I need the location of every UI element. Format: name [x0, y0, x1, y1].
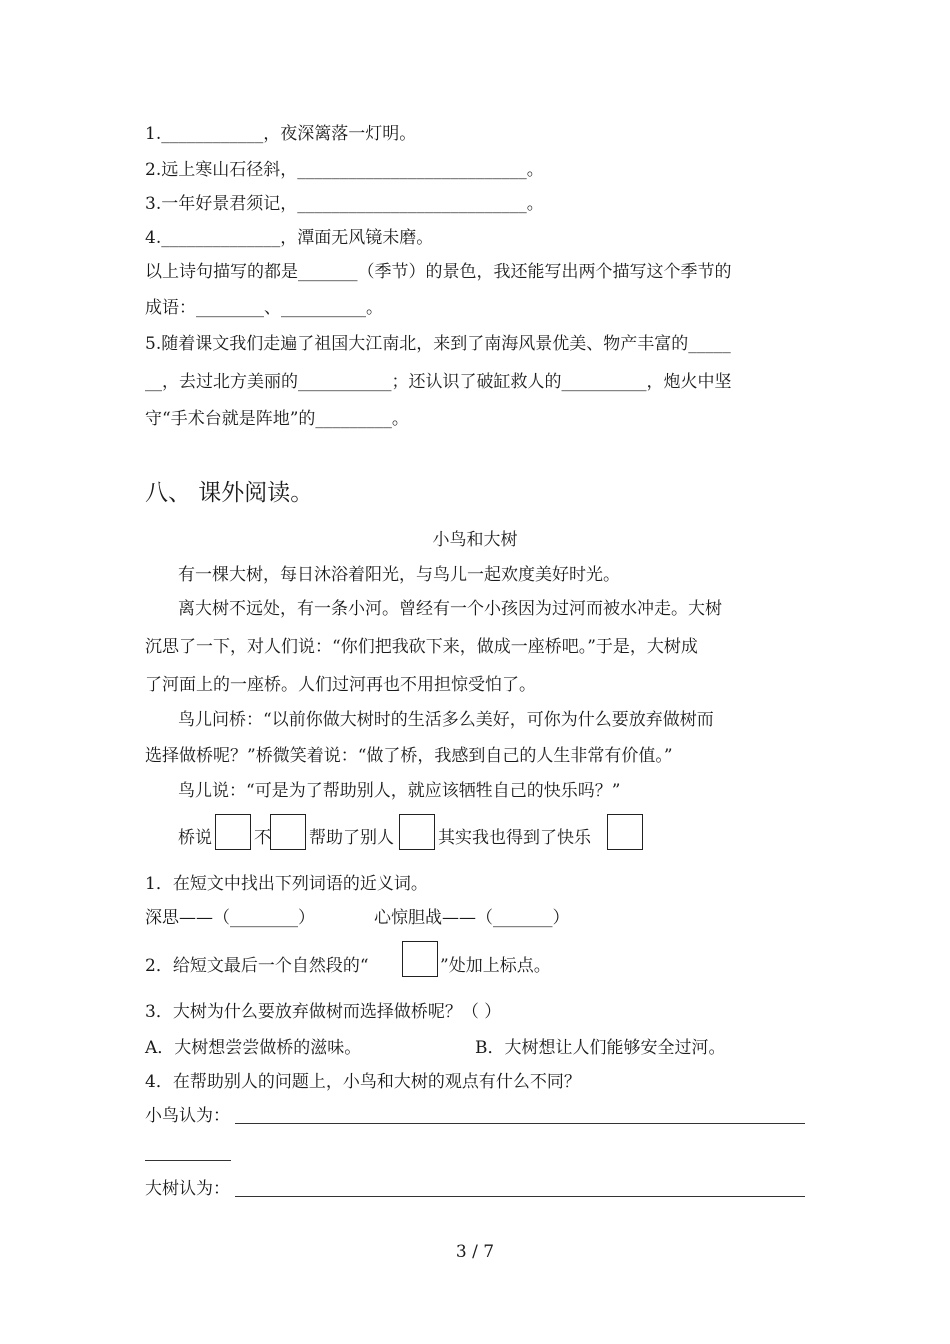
story-paragraph-1: 有一棵大树，每日沐浴着阳光，与鸟儿一起欢度美好时光。 — [178, 565, 620, 585]
fill-line-1: 1.____________，夜深篱落一灯明。 — [145, 124, 417, 144]
punctuation-box-1[interactable] — [215, 814, 251, 850]
story-p5-seg-3: 帮助了别人 — [309, 828, 394, 848]
fill-line-5: 以上诗句描写的都是_______（季节）的景色，我还能写出两个描写这个季节的 — [145, 262, 732, 282]
question-1: 1．在短文中找出下列词语的近义词。 — [145, 874, 428, 894]
story-paragraph-2b: 沉思了一下，对人们说：“你们把我砍下来，做成一座桥吧。”于是，大树成 — [145, 637, 698, 657]
fill-line-8: __，去过北方美丽的___________；还认识了破缸救人的__________，炮火中坚 — [145, 372, 732, 392]
punctuation-box-4[interactable] — [607, 814, 643, 850]
story-paragraph-2a: 离大树不远处，有一条小河。曾经有一个小孩因为过河而被水冲走。大树 — [178, 599, 722, 619]
question-3-option-b: B．大树想让人们能够安全过河。 — [475, 1038, 726, 1058]
section-heading: 八、 课外阅读。 — [145, 480, 314, 506]
page-number: 3 / 7 — [455, 1242, 495, 1262]
question-2-pre: 2．给短文最后一个自然段的“ — [145, 956, 369, 976]
story-paragraph-4: 鸟儿说：“可是为了帮助别人，就应该牺牲自己的快乐吗？” — [178, 781, 621, 801]
question-1-a: 深思——（________） — [145, 908, 315, 928]
fill-line-6: 成语：________、__________。 — [145, 298, 383, 318]
question-3-option-a: A．大树想尝尝做桥的滋味。 — [145, 1038, 362, 1058]
fill-line-3: 3.一年好景君须记，___________________________。 — [145, 194, 544, 214]
question-4-tree-label: 大树认为： — [145, 1179, 230, 1199]
story-p5-seg-2: 不 — [254, 828, 271, 848]
punctuation-box-q2[interactable] — [402, 941, 438, 977]
story-paragraph-2c: 了河面上的一座桥。人们过河再也不用担惊受怕了。 — [145, 675, 536, 695]
story-paragraph-3a: 鸟儿问桥：“以前你做大树时的生活多么美好，可你为什么要放弃做树而 — [178, 710, 714, 730]
punctuation-box-3[interactable] — [399, 814, 435, 850]
story-p5-seg-1: 桥说 — [178, 828, 212, 848]
question-3: 3．大树为什么要放弃做树而选择做桥呢？（ ） — [145, 1002, 502, 1022]
question-4-bird-label: 小鸟认为： — [145, 1106, 230, 1126]
story-title: 小鸟和大树 — [432, 530, 518, 550]
answer-line-bird[interactable] — [235, 1123, 805, 1124]
fill-line-9: 守“手术台就是阵地”的_________。 — [145, 409, 409, 429]
fill-line-4: 4.______________，潭面无风镜未磨。 — [145, 228, 434, 248]
story-paragraph-3b: 选择做桥呢？”桥微笑着说：“做了桥，我感到自己的人生非常有价值。” — [145, 746, 673, 766]
question-2-post: ”处加上标点。 — [440, 956, 551, 976]
story-p5-seg-4: 其实我也得到了快乐 — [438, 828, 591, 848]
fill-line-2: 2.远上寒山石径斜，___________________________。 — [145, 160, 544, 180]
answer-line-tree[interactable] — [235, 1196, 805, 1197]
punctuation-box-2[interactable] — [270, 814, 306, 850]
question-4: 4．在帮助别人的问题上，小鸟和大树的观点有什么不同？ — [145, 1072, 581, 1092]
question-1-b: 心惊胆战——（_______） — [374, 908, 570, 928]
fill-line-7: 5.随着课文我们走遍了祖国大江南北，来到了南海风景优美、物产丰富的_____ — [145, 334, 731, 354]
answer-line-bird-cont[interactable] — [145, 1160, 231, 1161]
